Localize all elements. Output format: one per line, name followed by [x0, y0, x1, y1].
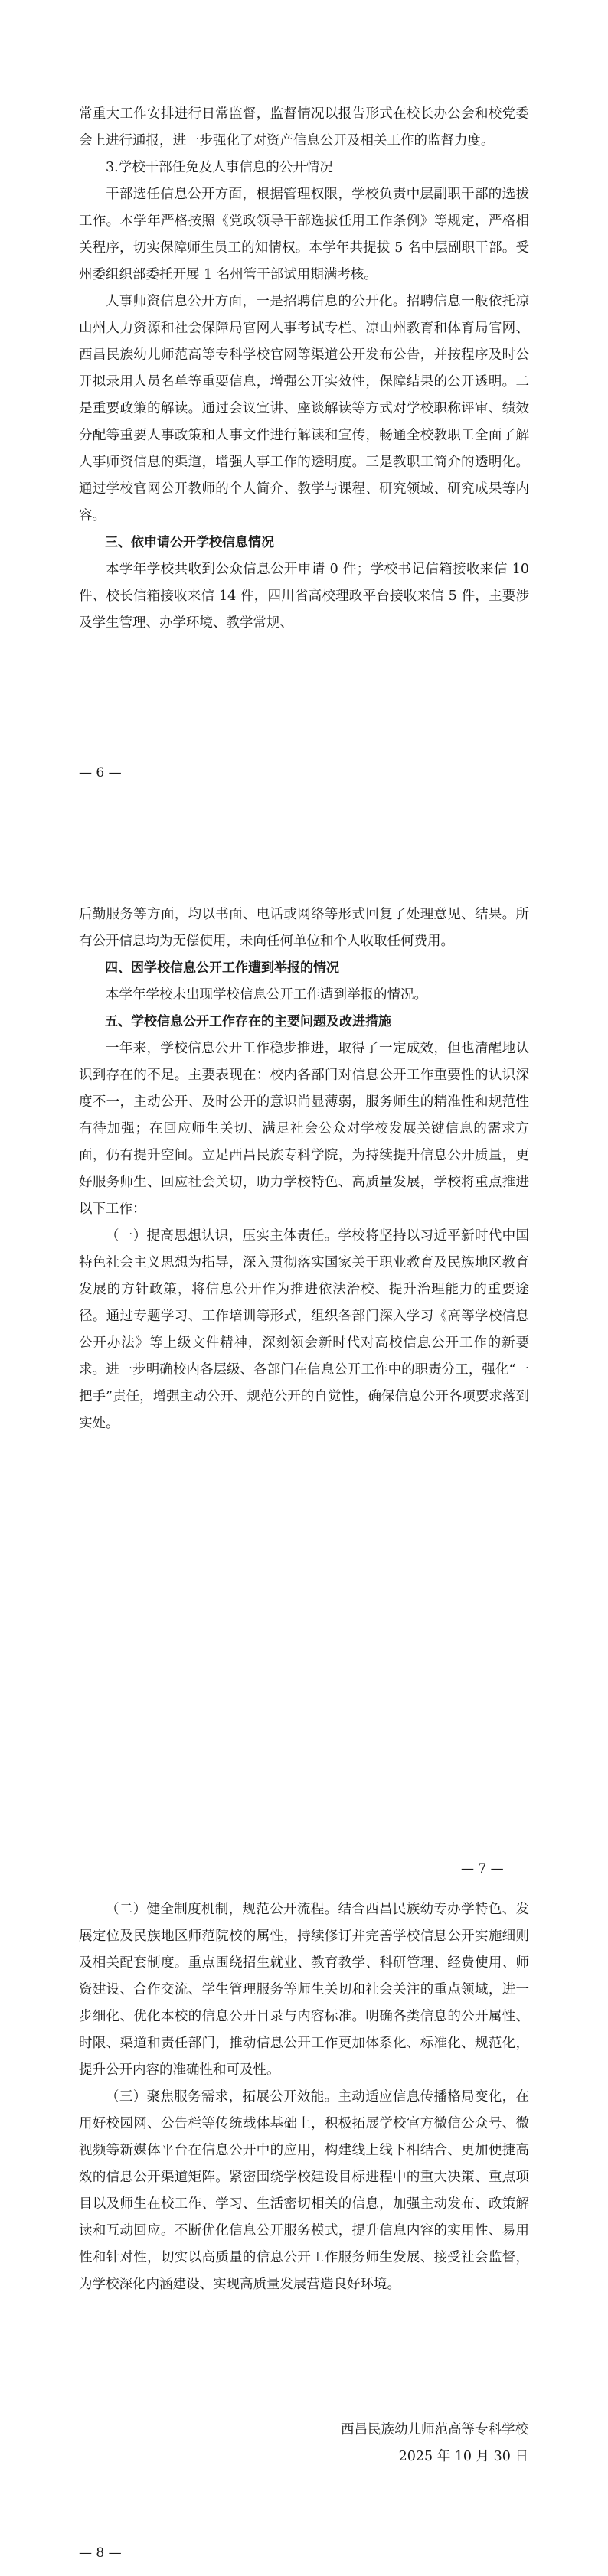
- section-heading: 五、学校信息公开工作存在的主要问题及改进措施: [105, 1014, 391, 1029]
- paragraph: 干部选任信息公开方面，根据管理权限，学校负责中层副职干部的选拔工作。本学年严格按照《党政领导干部选拔任用工作条例》等规定，严格相关程序，切实保障师生员工的知情权。本学年共提拔 5 名中层副职干部。受州委组织部委托开展 1 名州管干部试用期满考核。: [79, 187, 529, 282]
- paragraph: 本学年学校共收到公众信息公开申请 0 件；学校书记信箱接收来信 10 件、校长信箱接收来信 14 件，四川省高校理政平台接收来信 5 件，主要涉及学生管理、办学环境、教学常规、: [79, 562, 529, 631]
- subheading: 3.学校干部任免及人事信息的公开情况: [106, 160, 333, 175]
- signature-date: 2025 年 10 月 30 日: [398, 2449, 528, 2464]
- paragraph: 后勤服务等方面，均以书面、电话或网络等形式回复了处理意见、结果。所有公开信息均为无偿使用，未向任何单位和个人收取任何费用。: [79, 907, 529, 949]
- page-number: — 8 —: [79, 2545, 122, 2561]
- paragraph: （二）健全制度机制，规范公开流程。结合西昌民族幼专办学特色、发展定位及民族地区师范院校的属性，持续修订并完善学校信息公开实施细则及相关配套制度。重点围绕招生就业、教育教学、科研管理、经费使用、师资建设、合作交流、学生管理服务等师生关切和社会关注的重点领域，进一步细化、优化本校的信息公开目录与内容标准。明确各类信息的公开属性、时限、渠道和责任部门，推动信息公开工作更加体系化、标准化、规范化，提升公开内容的准确性和可及性。: [79, 1902, 529, 2078]
- paragraph: （一）提高思想认识，压实主体责任。学校将坚持以习近平新时代中国特色社会主义思想为指导，深入贯彻落实国家关于职业教育及民族地区教育发展的方针政策，将信息公开作为推进依法治校、提升治理能力的重要途径。通过专题学习、工作培训等形式，组织各部门深入学习《高等学校信息公开办法》等上级文件精神，深刻领会新时代对高校信息公开工作的新要求。进一步明确校内各层级、各部门在信息公开工作中的职责分工，强化“一把手”责任，增强主动公开、规范公开的自觉性，确保信息公开各项要求落到实处。: [79, 1228, 529, 1431]
- paragraph: 人事师资信息公开方面，一是招聘信息的公开化。招聘信息一般依托凉山州人力资源和社会保障局官网人事考试专栏、凉山州教育和体育局官网、西昌民族幼儿师范高等专科学校官网等渠道公开发布公告，并按程序及时公开拟录用人员名单等重要信息，增强公开实效性，保障结果的公开透明。二是重要政策的解读。通过会议宣讲、座谈解读等方式对学校职称评审、绩效分配等重要人事政策和人事文件进行解读和宣传，畅通全校教职工全面了解人事师资信息的渠道，增强人事工作的透明度。三是教职工简介的透明化。通过学校官网公开教师的个人简介、教学与课程、研究领域、研究成果等内容。: [79, 294, 529, 523]
- paragraph: 常重大工作安排进行日常监督，监督情况以报告形式在校长办公会和校党委会上进行通报，进一步强化了对资产信息公开及相关工作的监督力度。: [79, 106, 529, 148]
- signature-organization: 西昌民族幼儿师范高等专科学校: [341, 2422, 528, 2437]
- page-7-body: [79, 902, 529, 1437]
- section-heading: 三、依申请公开学校信息情况: [105, 535, 274, 550]
- paragraph: （三）聚焦服务需求，拓展公开效能。主动适应信息传播格局变化，在用好校园网、公告栏等传统载体基础上，积极拓展学校官方微信公众号、微视频等新媒体平台在信息公开中的应用，构建线上线下相结合、更加便捷高效的信息公开渠道矩阵。紧密围绕学校建设目标进程中的重大决策、重点项目以及师生在校工作、学习、生活密切相关的信息，加强主动发布、政策解读和互动回应。不断优化信息公开服务模式，提升信息内容的实用性、易用性和针对性，切实以高质量的信息公开工作服务师生发展、接受社会监督，为学校深化内涵建设、实现高质量发展营造良好环境。: [79, 2089, 529, 2292]
- section-heading: 四、因学校信息公开工作遭到举报的情况: [105, 960, 339, 976]
- page-number: — 6 —: [79, 765, 122, 781]
- page-8-body: [79, 1896, 529, 2298]
- page-number: — 7 —: [461, 1861, 504, 1877]
- paragraph: 一年来，学校信息公开工作稳步推进，取得了一定成效，但也清醒地认识到存在的不足。主要表现在：校内各部门对信息公开工作重要性的认识深度不一，主动公开、及时公开的意识尚显薄弱，服务师生的精准性和规范性有待加强；在回应师生关切、满足社会公众对学校发展关键信息的需求方面，仍有提升空间。立足西昌民族专科学院，为持续提升信息公开质量，更好服务师生、回应社会关切，助力学校特色、高质量发展，学校将重点推进以下工作：: [79, 1041, 529, 1217]
- paragraph: 本学年学校未出现学校信息公开工作遭到举报的情况。: [106, 987, 427, 1003]
